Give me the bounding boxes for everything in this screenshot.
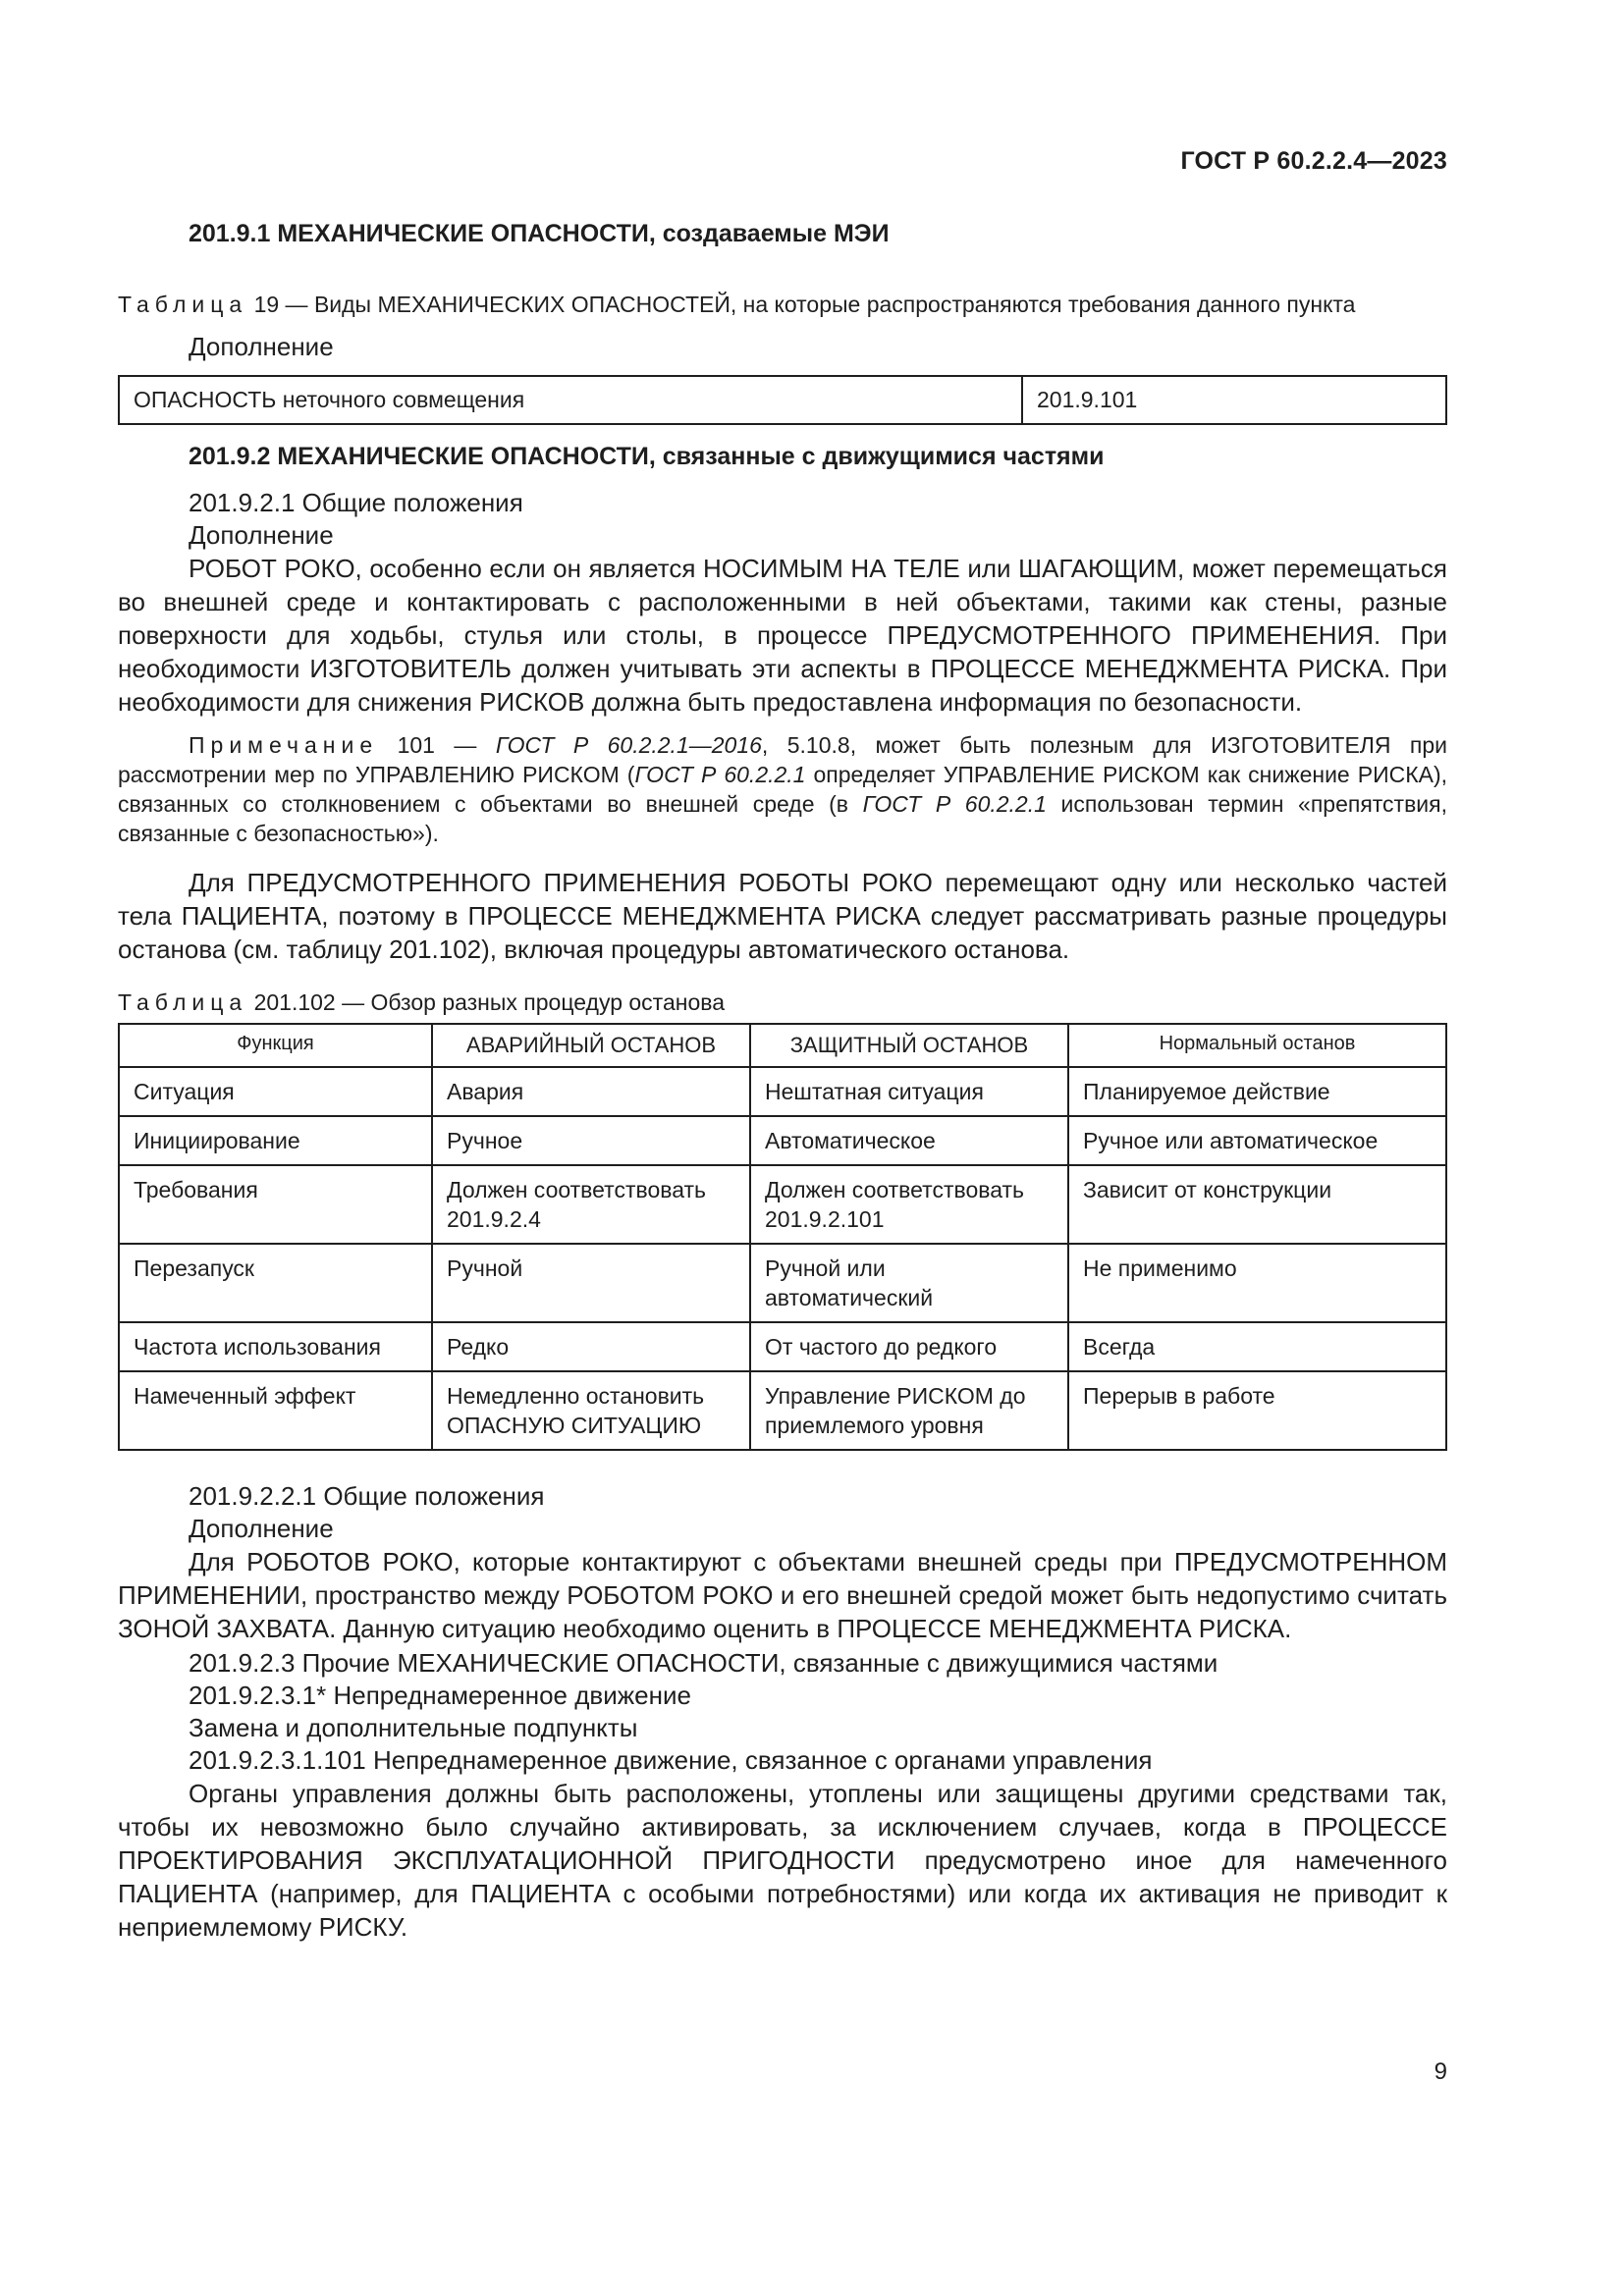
table-201-102-caption-prefix: Таблица	[118, 989, 248, 1015]
table-row	[119, 376, 1446, 424]
paragraph-robot-environment: РОБОТ РОКО, особенно если он является НОСИМЫМ НА ТЕЛЕ или ШАГАЮЩИМ, может перемещаться во внешней среде и контактировать с расположенными в ней объектами, такими как стены, разные поверхности для ходьбы, стулья или столы, в процессе ПРЕДУСМОТРЕННОГО ПРИМЕНЕНИЯ. При необходимости ИЗГОТОВИТЕЛЬ должен учитывать эти аспекты в ПРОЦЕССЕ МЕНЕДЖМЕНТА РИСКА. При необходимости для снижения РИСКОВ должна быть предоставлена информация по безопасности.	[118, 554, 1447, 717]
note-reference: ГОСТ Р 60.2.2.1—2016	[495, 732, 762, 758]
sub-heading-201-9-2-3-1: 201.9.2.3.1* Непреднамеренное движение	[189, 1681, 691, 1710]
table-cell: Зависит от конструкции	[1068, 1165, 1446, 1244]
note-text: использован термин «препятствия, связанные с безопасностью»).	[118, 791, 1448, 846]
table-19-clause-cell: 201.9.101	[1022, 376, 1446, 424]
table-cell: Редко	[432, 1322, 750, 1371]
table-cell: Должен соответствовать 201.9.2.101	[750, 1165, 1068, 1244]
table-row	[119, 1067, 1446, 1116]
standard-code: ГОСТ Р 60.2.2.4—2023	[1180, 147, 1447, 175]
sub-heading-201-9-2-2-1: 201.9.2.2.1 Общие положения	[189, 1481, 545, 1511]
table-row	[119, 1165, 1446, 1244]
column-header-function: Функция	[119, 1024, 432, 1067]
note-reference: ГОСТ Р 60.2.2.1	[634, 762, 806, 787]
table-row	[119, 1116, 1446, 1165]
table-201-102-caption	[118, 988, 1447, 1017]
page-content	[118, 220, 1447, 1944]
heading-201-9-2-3: 201.9.2.3 Прочие МЕХАНИЧЕСКИЕ ОПАСНОСТИ, связанные с движущимися частями	[189, 1648, 1218, 1678]
table-cell: Управление РИСКОМ до приемлемого уровня	[750, 1371, 1068, 1450]
note-text: 101 —	[397, 732, 496, 758]
note-101	[118, 730, 1447, 848]
table-cell: Ручной или автоматический	[750, 1244, 1068, 1322]
addition-label: Дополнение	[189, 520, 334, 550]
addition-label: Дополнение	[189, 1514, 334, 1543]
table-cell: Требования	[119, 1165, 432, 1244]
table-cell: Должен соответствовать 201.9.2.4	[432, 1165, 750, 1244]
table-cell: Ручной	[432, 1244, 750, 1322]
table-cell: Нештатная ситуация	[750, 1067, 1068, 1116]
table-header-row	[119, 1024, 1446, 1067]
replacement-label: Замена и дополнительные подпункты	[189, 1713, 638, 1742]
table-row	[119, 1371, 1446, 1450]
table-19	[118, 375, 1447, 425]
note-text: , 5.10.8, может быть полезным для ИЗГОТОВИТЕЛЯ при рассмотрении мер по УПРАВЛЕНИЮ РИСКОМ (	[118, 732, 1448, 787]
column-header-protective-stop: ЗАЩИТНЫЙ ОСТАНОВ	[750, 1024, 1068, 1067]
table-19-hazard-cell: ОПАСНОСТЬ неточного совмещения	[119, 376, 1022, 424]
table-cell: Планируемое действие	[1068, 1067, 1446, 1116]
section-heading-201-9-1: 201.9.1 МЕХАНИЧЕСКИЕ ОПАСНОСТИ, создаваемые МЭИ	[189, 220, 890, 247]
table-cell: Ручное	[432, 1116, 750, 1165]
table-cell: Ситуация	[119, 1067, 432, 1116]
column-header-emergency-stop: АВАРИЙНЫЙ ОСТАНОВ	[432, 1024, 750, 1067]
table-cell: Перерыв в работе	[1068, 1371, 1446, 1450]
column-header-normal-stop: Нормальный останов	[1068, 1024, 1446, 1067]
note-label: Примечание	[189, 732, 379, 758]
addition-label: Дополнение	[189, 332, 334, 361]
paragraph-stop-procedures: Для ПРЕДУСМОТРЕННОГО ПРИМЕНЕНИЯ РОБОТЫ РОКО перемещают одну или несколько частей тела ПАЦИЕНТА, поэтому в ПРОЦЕССЕ МЕНЕДЖМЕНТА РИСКА следует рассматривать разные процедуры останова (см. таблицу 201.102), включая процедуры автоматического останова.	[118, 868, 1447, 964]
table-19-caption-prefix: Таблица	[118, 292, 248, 317]
table-cell: Намеченный эффект	[119, 1371, 432, 1450]
table-cell: Ручное или автоматическое	[1068, 1116, 1446, 1165]
table-19-caption	[118, 290, 1447, 319]
table-cell: Не применимо	[1068, 1244, 1446, 1322]
sub-heading-201-9-2-1: 201.9.2.1 Общие положения	[189, 488, 523, 517]
table-201-102-caption-text: 201.102 — Обзор разных процедур останова	[253, 989, 725, 1015]
page-number: 9	[1434, 2058, 1447, 2085]
table-cell: Инициирование	[119, 1116, 432, 1165]
table-201-102	[118, 1023, 1447, 1451]
table-cell: Немедленно остановить ОПАСНУЮ СИТУАЦИЮ	[432, 1371, 750, 1450]
paragraph-trapping-zone: Для РОБОТОВ РОКО, которые контактируют с объектами внешней среды при ПРЕДУСМОТРЕННОМ ПРИМЕНЕНИИ, пространство между РОБОТОМ РОКО и его внешней средой может быть недопустимо считать ЗОНОЙ ЗАХВАТА. Данную ситуацию необходимо оценить в ПРОЦЕССЕ МЕНЕДЖМЕНТА РИСКА.	[118, 1547, 1447, 1643]
table-row	[119, 1322, 1446, 1371]
table-row	[119, 1244, 1446, 1322]
table-cell: Перезапуск	[119, 1244, 432, 1322]
note-reference: ГОСТ Р 60.2.2.1	[862, 791, 1047, 817]
sub-heading-201-9-2-3-1-101: 201.9.2.3.1.101 Непреднамеренное движение, связанное с органами управления	[189, 1745, 1153, 1775]
table-cell: Авария	[432, 1067, 750, 1116]
table-cell: Частота использования	[119, 1322, 432, 1371]
section-heading-201-9-2: 201.9.2 МЕХАНИЧЕСКИЕ ОПАСНОСТИ, связанные с движущимися частями	[189, 443, 1105, 470]
note-text: определяет УПРАВЛЕНИЕ РИСКОМ как снижение РИСКА), связанных со столкновением с объектами во внешней среде (в	[118, 762, 1447, 817]
table-19-caption-text: 19 — Виды МЕХАНИЧЕСКИХ ОПАСНОСТЕЙ, на которые распространяются требования данного пункта	[253, 292, 1356, 317]
table-cell: От частого до редкого	[750, 1322, 1068, 1371]
table-cell: Всегда	[1068, 1322, 1446, 1371]
table-cell: Автоматическое	[750, 1116, 1068, 1165]
paragraph-controls: Органы управления должны быть расположены, утоплены или защищены другими средствами так, чтобы их невозможно было случайно активировать, за исключением случаев, когда в ПРОЦЕССЕ ПРОЕКТИРОВАНИЯ ЭКСПЛУАТАЦИОННОЙ ПРИГОДНОСТИ предусмотрено иное для намеченного ПАЦИЕНТА (например, для ПАЦИЕНТА с особыми потребностями) или когда их активация не приводит к неприемлемому РИСКУ.	[118, 1779, 1447, 1942]
